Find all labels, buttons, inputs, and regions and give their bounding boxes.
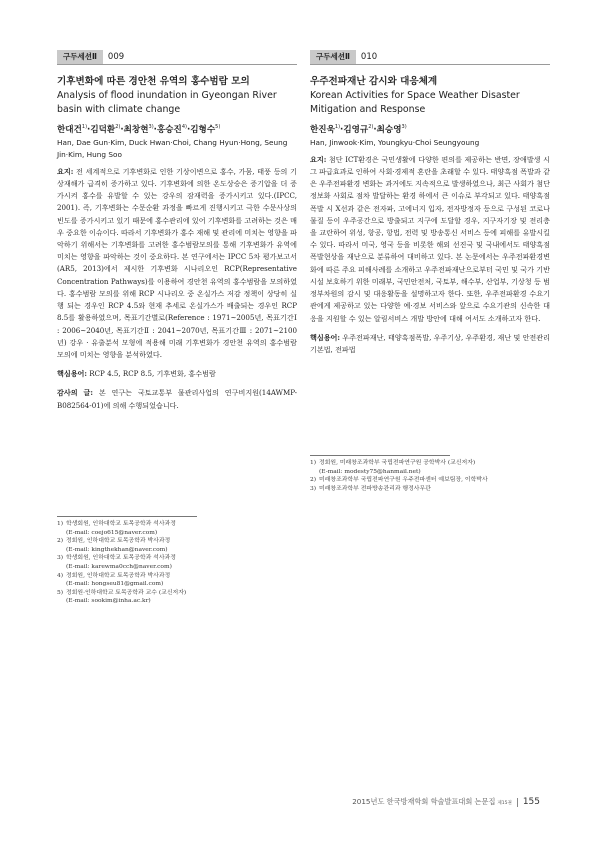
authors-korean	[310, 121, 550, 137]
author: 홍승진	[156, 124, 182, 135]
footnote-email: (E-mail: coejo615@naver.com)	[66, 529, 158, 536]
paper-010	[310, 50, 550, 356]
author-affiliation-mark: 2)	[115, 124, 121, 130]
keywords	[310, 332, 550, 356]
footnote: 1) 정회원, 미래창조과학부 국립전파연구원 공학박사 (교신저자) (E-mail: modesty75@hanmail.net)	[310, 459, 550, 476]
footnote-email: (E-mail: sookim@inha.ac.kr)	[66, 598, 151, 605]
footnote-divider	[57, 516, 197, 517]
footnotes-009	[57, 516, 297, 606]
keywords-label: 핵심용어:	[57, 369, 88, 379]
footnote-divider	[310, 455, 450, 456]
abstract-label: 요지:	[310, 154, 327, 164]
keywords	[57, 368, 297, 380]
conference-name: 2015년도 한국방재학회 학술발표대회 논문집	[352, 797, 496, 806]
author-separator: ·	[87, 124, 91, 135]
footnotes-010	[310, 455, 550, 493]
footnote-email: (E-mail: karewma0cch@naver.com)	[66, 563, 172, 570]
acknowledgement	[57, 387, 297, 411]
page-number: 155	[522, 797, 540, 807]
footnote: 3) 미래창조과학부 전파방송관리과 행정사무관	[310, 485, 431, 492]
author-affiliation-mark: 3)	[148, 124, 154, 130]
footnote: 4) 정회원, 인하대학교 토목공학과 박사과정 (E-mail: hongseu81@gmail.com)	[57, 572, 297, 589]
footer-separator	[517, 798, 518, 807]
author-affiliation-mark: 3)	[401, 124, 407, 130]
keywords-label: 핵심용어:	[310, 332, 341, 342]
author-affiliation-mark: 1)	[334, 124, 341, 130]
page-footer	[352, 797, 540, 807]
keywords-text: 우주전파재난, 태양흑점폭발, 우주기상, 우주환경, 재난 및 안전관리 기본법, 전파법	[310, 332, 550, 354]
session-tag: 구두세션Ⅱ	[310, 50, 356, 64]
footnote-email: (E-mail: hongseu81@gmail.com)	[66, 581, 164, 588]
footnote: 2) 미래창조과학부 국립전파연구원 우주전파센터 예보팀장, 이학박사	[310, 477, 488, 484]
author: 최승영	[376, 124, 402, 135]
paper-title-english: Analysis of flood inundation in Gyeongan River basin with climate change	[57, 90, 277, 115]
authors-english: Han, Jinwook·Kim, Youngkyu·Choi Seungyoung	[310, 137, 480, 147]
acknowledgement-text: 본 연구는 국토교통부 물관리사업의 연구비지원(14AWMP-B082564-01)에 의해 수행되었습니다.	[57, 388, 298, 410]
author: 한대건	[57, 124, 82, 135]
author: 최창현	[123, 124, 149, 135]
author-separator: ·	[373, 124, 377, 135]
paper-009	[57, 50, 297, 412]
session-number: 010	[360, 52, 378, 62]
paper-title-english: Korean Activities for Space Weather Disaster Mitigation and Response	[310, 90, 520, 115]
author: 김형수	[190, 124, 216, 135]
session-header	[57, 50, 297, 65]
author-separator: ·	[186, 124, 191, 135]
abstract	[57, 166, 297, 361]
abstract-text: 전 세계적으로 기후변화로 인한 기상이변으로 홍수, 가뭄, 태풍 등의 기상재해가 급격히 증가하고 있다. 기후변화에 의한 온도상승은 증기압을 더 증가시켜 홍수를 유발할 수 있는 강우의 잠재력을 증가시키고 있다.(IPCC, 2001). 즉, 기후변화는 수문순환 과정을 빠르게 진행시키고 극한 수문사상의 빈도를 증가시키고 있기 때문에 홍수관리에 있어 기후변화를 고려하는 것은 매우 중요한 이슈이다. 따라서 기후변화가 홍수 재해 및 관리에 미치는 영향을 파악하기 위해서는 기후변화를 고려한 홍수범람모의를 통해 기후변화가 유역에 미치는 영향을 파악하는 것이 중요하다. 본 연구에서는 IPCC 5차 평가보고서(AR5, 2013)에서 제시한 기후변화 시나리오인 RCP(Representative Concentration Pathways)를 이용하여 경안천 유역의 홍수범람을 모의하였다. 홍수범람 모의를 위해 RCP 시나리오 중 온실가스 저감 정책이 상당히 실행 되는 경우인 RCP 4.5와 현재 추세로 온실가스가 배출되는 경우인 RCP 8.5를 활용하였으며, 목표기간별로(Reference : 1971~2005년, 목표기간Ⅰ : 2006~2040년, 목표기간Ⅱ : 2041~2070년, 목표기간Ⅲ : 2071~2100년) 강우 · 유출분석 모형에 적용해 미래 기후변화가 경안천 유역의 홍수범람 모의에 미치는 영향을 분석하였다.	[57, 166, 297, 359]
author-separator: ·	[340, 124, 344, 135]
footnote: 2) 정회원, 인하대학교 토목공학과 박사과정 (E-mail: kingthekhan@naver.com)	[57, 537, 297, 554]
abstract	[310, 154, 550, 325]
author-affiliation-mark: 4)	[181, 124, 187, 130]
author: 김덕환	[90, 124, 116, 135]
acknowledgement-label: 감사의 글:	[57, 388, 94, 398]
paper-title-korean: 기후변화에 따른 경안천 유역의 홍수범람 모의	[57, 76, 250, 87]
footnote: 5) 정회원·인하대학교 토목공학과 교수 (교신저자) (E-mail: sookim@inha.ac.kr)	[57, 589, 297, 606]
paper-title-korean: 우주전파재난 감시와 대응체계	[310, 76, 438, 87]
footnote: 1) 학생회원, 인하대학교 토목공학과 석사과정 (E-mail: coejo615@naver.com)	[57, 520, 297, 537]
volume-label: 제15권	[497, 801, 512, 806]
session-number: 009	[107, 52, 125, 62]
footnote: 3) 학생회원, 인하대학교 토목공학과 석사과정 (E-mail: karewma0cch@naver.com)	[57, 554, 297, 571]
author: 한진욱	[310, 124, 335, 135]
authors-korean	[57, 121, 297, 137]
session-tag: 구두세션Ⅱ	[57, 50, 103, 64]
author: 김영규	[343, 124, 369, 135]
author-separator: ·	[120, 124, 124, 135]
keywords-text: RCP 4.5, RCP 8.5, 기후변화, 홍수범람	[87, 369, 216, 379]
author-separator: ·	[153, 124, 157, 135]
session-header	[310, 50, 550, 65]
footnote-email: (E-mail: kingthekhan@naver.com)	[66, 546, 168, 553]
footnote-email: (E-mail: modesty75@hanmail.net)	[319, 468, 421, 475]
abstract-text: 첨단 ICT환경은 국민생활에 다양한 편의를 제공하는 반면, 장애발생 시 그 파급효과로 인하여 사회·경제적 혼란을 초래할 수 있다. 태양흑점 폭발과 같은 우주전파환경 변화는 과거에도 지속적으로 발생하였으나, 최근 사회가 첨단 정보화 사회로 점차 발달하는 환경 하에서 큰 이슈로 부각되고 있다. 태양흑점 폭발 시 X선과 같은 전자파, 고에너지 입자, 전자방정자 등으로 구성된 코로나물질 등이 우주공간으로 방출되고 지구에 도달할 경우, 지구자기장 및 전리층을 교란하여 위성, 항공, 항법, 전력 및 방송통신 서비스 등에 피해를 유발시킬 수 있다. 따라서 미국, 영국 등을 비롯한 해외 선진국 및 국내에서도 태양흑점 폭발현상을 재난으로 분류하여 대비하고 있다. 본 논문에서는 우주전파환경변화에 따른 주요 피해사례를 소개하고 우주전파재난으로부터 국민 및 국가 기반시설 보호하기 위한 미래부, 국민안전처, 국토부, 해수부, 산업부, 기상청 등 범 정부차원의 감시 및 대응활동을 설명하고자 한다. 또한, 우주전파환경 수요기관에게 제공하고 있는 다양한 예·경보 서비스와 앞으로 수요기관의 신속한 대응을 지원할 수 있는 알림서비스 개발 방안에 대해 여서도 소개하고자 한다.	[310, 154, 550, 323]
author-affiliation-mark: 2)	[368, 124, 374, 130]
abstract-label: 요지:	[57, 166, 74, 176]
authors-english: Han, Dae Gun·Kim, Duck Hwan·Choi, Chang Hyun·Hong, Seung Jin·Kim, Hung Soo	[57, 137, 288, 159]
author-affiliation-mark: 5)	[215, 124, 221, 130]
author-affiliation-mark: 1)	[81, 124, 88, 130]
